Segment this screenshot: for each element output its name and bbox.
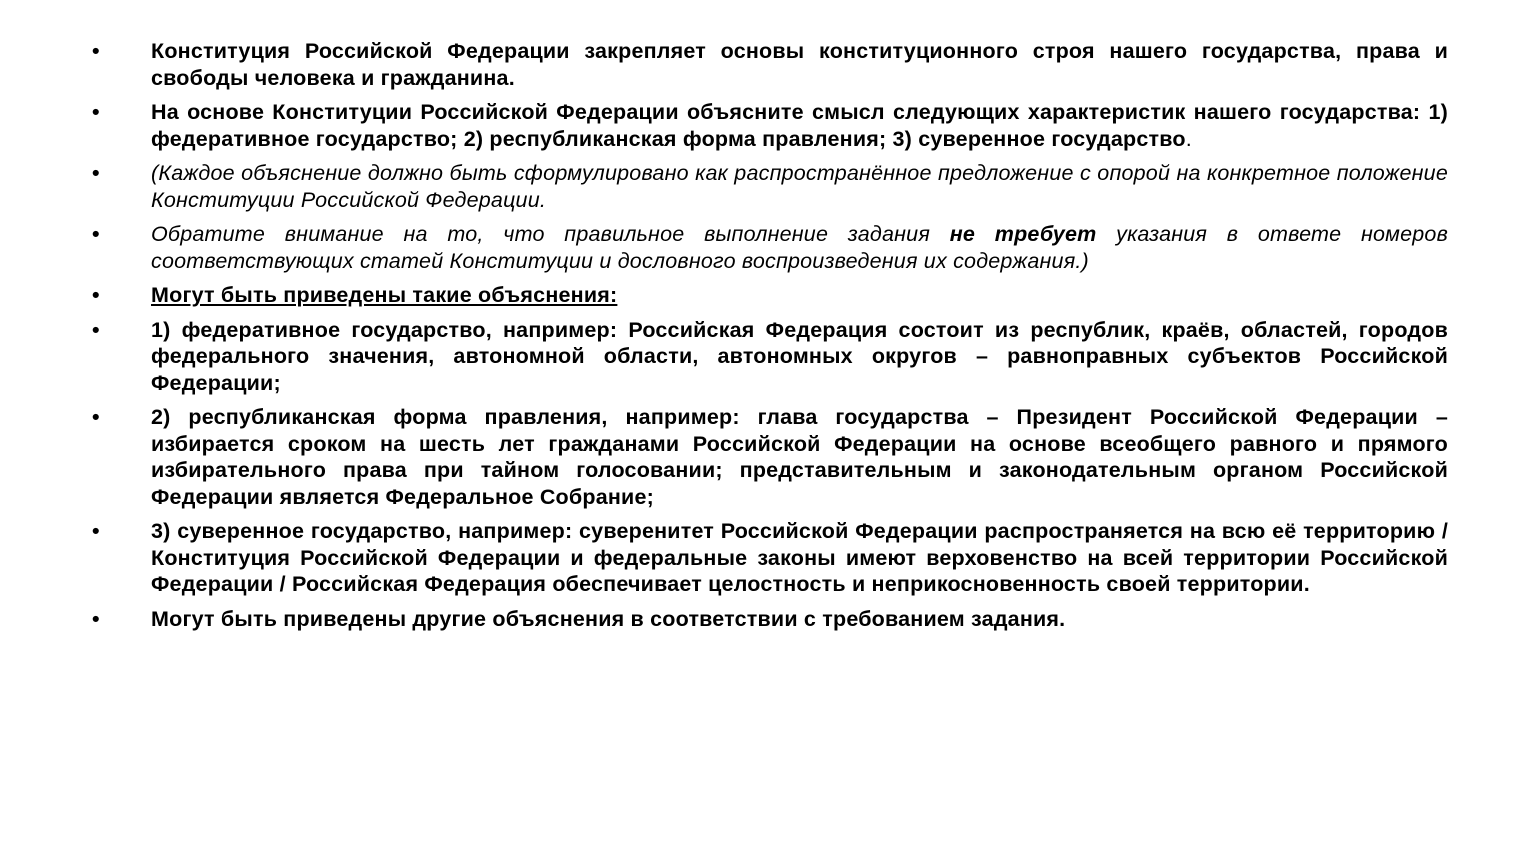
bullet-item-answer-1 [92,317,1448,397]
bullet-text: На основе Конституции Российской Федерации объясните смысл следующих характеристик нашего государства: 1) федеративное государство; 2) республиканская форма правления; 3) суверенное государство [151,100,1448,151]
bullet-text-after: указания в ответе номеров соответствующих статей Конституции и дословного воспроизведения их содержания.) [151,222,1449,273]
bullet-dot: • [92,519,100,543]
bullet-text: Конституция Российской Федерации закрепляет основы конституционного строя нашего государства, права и свободы человека и гражданина. [151,39,1448,90]
bullet-text-before: Обратите внимание на то, что правильное выполнение задания [151,222,950,246]
bullet-list [92,38,1448,640]
bullet-item-task [92,99,1448,152]
bullet-text: Могут быть приведены другие объяснения в соответствии с требованием задания. [151,606,1066,631]
bullet-text: 2) республиканская форма правления, например: глава государства – Президент Российской Федерации – избирается сроком на шесть лет гражданами Российской Федерации на основе всеобщего равного и прямого избирательного права при тайном голосовании; представительным и законодательным органом Российской Федерации является Федеральное Собрание; [151,405,1448,509]
bullet-dot: • [92,283,100,307]
bullet-dot: • [92,606,100,631]
bullet-item-other-answers [92,606,1448,633]
bullet-item-instruction [92,160,1448,213]
bullet-dot: • [92,405,100,429]
bullet-text: Могут быть приведены такие объяснения: [151,283,618,307]
bullet-text: (Каждое объяснение должно быть сформулировано как распространённое предложение с опорой на конкретное положение Конституции Российской Федерации. [151,161,1448,212]
bullet-dot: • [92,39,100,63]
bullet-item-answer-2 [92,404,1448,510]
bullet-dot: • [92,222,100,246]
bullet-text-emphasis: не требует [949,222,1097,246]
bullet-text: 1) федеративное государство, например: Российская Федерация состоит из республик, краёв, областей, городов федерального значения, автономной области, автономных округов – равноправных субъектов Российской Федерации; [151,317,1448,395]
bullet-item-answers-heading [92,282,1448,309]
bullet-text: 3) суверенное государство, например: суверенитет Российской Федерации распространяется на всю её территорию / Конституция Российской Федерации и федеральные законы имеют верховенство на всей территории Российской Федерации / Российская Федерация обеспечивает целостность и неприкосновенность своей территории. [151,519,1448,596]
bullet-dot: • [92,317,100,342]
bullet-item-note [92,221,1448,274]
bullet-item-constitution-intro [92,38,1448,91]
bullet-dot: • [92,100,100,124]
bullet-dot: • [92,161,100,185]
bullet-text-tail: . [1185,126,1192,151]
bullet-item-answer-3 [92,518,1448,598]
